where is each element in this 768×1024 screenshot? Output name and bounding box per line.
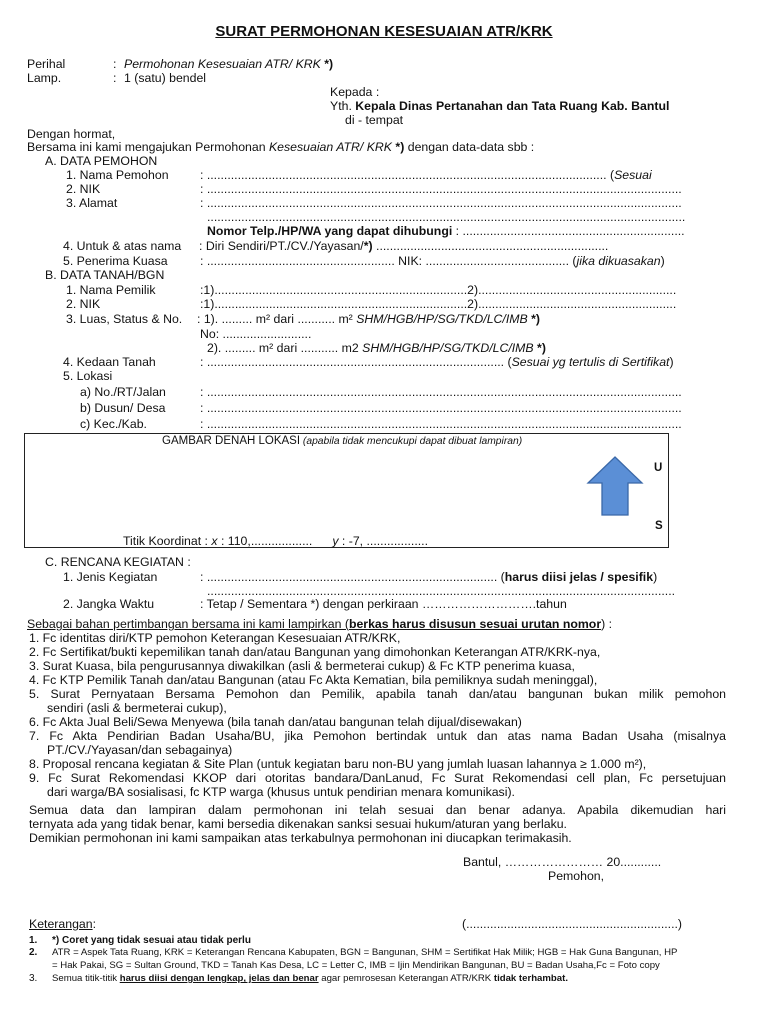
jalan-field[interactable]: : ........................................................................................................................................... bbox=[200, 385, 682, 399]
attachment-item: 7. Fc Akta Pendirian Badan Usaha/BU, jika Pemohon bertindak untuk dan atas nama Badan Usaha (misalnya bbox=[29, 729, 726, 743]
penerima-dots: : ....................................................... NIK: .......................................... ( bbox=[200, 254, 577, 268]
note-3-a: Semua titik-titik bbox=[52, 973, 120, 984]
attachments-intro-a: Sebagai bahan pertimbangan bersama ini kami lampirkan ( bbox=[27, 617, 349, 631]
perihal-value bbox=[124, 58, 333, 70]
attachment-item: 5. Surat Pernyataan Bersama Pemohon dan Pemilik, apabila tanah dan/atau bangunan bukan milik pemohon bbox=[29, 687, 726, 701]
koordinat-line[interactable] bbox=[123, 535, 428, 547]
attachment-item-cont: sendiri (asli & bermeterai cukup), bbox=[47, 701, 227, 715]
telp-dots: : ................................................................. bbox=[452, 224, 685, 238]
note-3-c: agar pemrosesan Keterangan ATR/KRK bbox=[318, 973, 494, 984]
luas-no-field[interactable]: No: .......................... bbox=[200, 327, 312, 341]
jenis-field-2[interactable]: ......................................................................................................................................... bbox=[207, 584, 676, 598]
perihal-label: Perihal bbox=[27, 57, 66, 71]
nama-pemohon-field[interactable] bbox=[200, 169, 652, 181]
untuk-field[interactable] bbox=[199, 240, 608, 252]
nik-pemilik-field[interactable]: :1)..........................................................................2).......................................................... bbox=[200, 297, 677, 311]
koordinat-label: Titik Koordinat : bbox=[123, 534, 212, 548]
closing-line-2: ternyata ada yang tidak benar, kami bersedia dikenakan sanksi sesuai hukum/aturan yang berlaku. bbox=[29, 817, 567, 831]
attachment-item: 6. Fc Akta Jual Beli/Sewa Menyewa (bila tanah dan/atau bangunan telah dijual/disewakan) bbox=[29, 715, 522, 729]
untuk-mark: *) bbox=[363, 239, 373, 253]
jenis-dots: : ..................................................................................... ( bbox=[200, 570, 505, 584]
notes-heading-colon: : bbox=[92, 917, 97, 931]
untuk-label: 4. Untuk & atas nama bbox=[63, 239, 182, 253]
attachment-item: 9. Fc Surat Rekomendasi KKOP dari otoritas bandara/DanLanud, Fc Surat Rekomendasi cell plan, Fc persetujuan bbox=[29, 771, 726, 785]
jenis-close: ) bbox=[653, 570, 658, 584]
telp-line[interactable] bbox=[207, 225, 685, 237]
closing-line-3: Demikian permohonan ini kami sampaikan atas terkabulnya permohonan ini diucapkan terimakasih. bbox=[29, 831, 572, 845]
attachment-item: 2. Fc Sertifikat/bukti kepemilikan tanah dan/atau Bangunan yang dimohonkan Keterangan ATR/KRK-nya, bbox=[29, 645, 601, 659]
x-value: : 110,.................. bbox=[217, 534, 313, 548]
map-title-note: (apabila tidak mencukupi dapat dibuat lampiran) bbox=[300, 436, 523, 447]
kedaan-label: 4. Kedaan Tanah bbox=[63, 355, 156, 369]
attachment-item: 8. Proposal rencana kegiatan & Site Plan (untuk kegiatan baru non-BU yang jumlah luasan lahannya ≥ 1.000 m²), bbox=[29, 757, 647, 771]
nama-pemohon-dots: : ..................................................................................................................... ( bbox=[200, 168, 615, 182]
place-date-field[interactable]: Bantul, …………………… 20............ bbox=[463, 855, 662, 869]
note-2-line-2: = Hak Pakai, SG = Sultan Ground, TKD = Tanah Kas Desa, LC = Letter C, IMB = Ijin Mendirikan Bangunan, BU = Badan Usaha,Fc = Foto copy bbox=[52, 960, 660, 971]
perihal-mark: *) bbox=[320, 57, 334, 71]
section-a-heading: A. DATA PEMOHON bbox=[45, 154, 158, 168]
north-arrow-icon bbox=[586, 455, 644, 517]
attachment-item-cont: dari warga/BA sosialisasi, fc KTP warga (khusus untuk pendirian menara komunikasi). bbox=[47, 785, 515, 799]
dusun-field[interactable]: : ........................................................................................................................................... bbox=[200, 401, 682, 415]
luas-field-2[interactable] bbox=[207, 342, 546, 354]
attachments-intro bbox=[27, 618, 612, 630]
location-map-box[interactable] bbox=[24, 433, 669, 548]
note-3-text bbox=[52, 974, 568, 984]
luas-1-mark: *) bbox=[527, 312, 541, 326]
attachment-item: 4. Fc KTP Pemilik Tanah dan/atau Bangunan (atau Fc Akta Kematian, bila pemiliknya sudah meninggal), bbox=[29, 673, 598, 687]
kedaan-field[interactable] bbox=[200, 356, 674, 368]
lokasi-label: 5. Lokasi bbox=[63, 369, 113, 383]
jangka-label: 2. Jangka Waktu bbox=[63, 597, 155, 611]
jenis-note: harus diisi jelas / spesifik bbox=[504, 570, 654, 584]
nik-pemohon-field[interactable]: : ........................................................................................................................................... bbox=[200, 182, 682, 196]
intro-b: Kesesuaian ATR/ KRK bbox=[268, 140, 392, 154]
attachment-item-cont: PT./CV./Yayasan/dan sebagainya) bbox=[47, 743, 233, 757]
kedaan-note: Sesuai yg tertulis di Sertifikat bbox=[511, 355, 670, 369]
intro-a: Bersama ini kami mengajukan Permohonan bbox=[27, 140, 269, 154]
intro-c: *) bbox=[392, 140, 405, 154]
perihal-colon: : bbox=[113, 57, 117, 71]
north-label: U bbox=[654, 462, 663, 474]
kec-label: c) Kec./Kab. bbox=[80, 417, 147, 431]
untuk-text: : Diri Sendiri/PT./CV./Yayasan/ bbox=[199, 239, 364, 253]
jalan-label: a) No./RT/Jalan bbox=[80, 385, 166, 399]
kec-field[interactable]: : ........................................................................................................................................... bbox=[200, 417, 682, 431]
y-label: y bbox=[332, 534, 339, 548]
note-1-text: *) Coret yang tidak sesuai atau tidak perlu bbox=[52, 935, 251, 946]
intro-line bbox=[27, 141, 534, 153]
yth-prefix: Yth. bbox=[330, 99, 356, 113]
attachment-item: 3. Surat Kuasa, bila pengurusannya diwakilkan (asli & bermeterai cukup) & Fc KTP penerima kuasa, bbox=[29, 659, 575, 673]
note-1-number: 1. bbox=[29, 935, 38, 946]
greeting: Dengan hormat, bbox=[27, 127, 116, 141]
jenis-label: 1. Jenis Kegiatan bbox=[63, 570, 158, 584]
note-2-line-1: ATR = Aspek Tata Ruang, KRK = Keterangan Rencana Kabupaten, BGN = Bangunan, SHM = Sertifikat Hak Milik; HGB = Hak Guna Bangunan, HP bbox=[52, 947, 678, 958]
x-label: x bbox=[211, 534, 218, 548]
kedaan-dots: : ....................................................................................... ( bbox=[200, 355, 512, 369]
kedaan-close: ) bbox=[669, 355, 674, 369]
alamat-field-2[interactable]: ............................................................................................................................................ bbox=[207, 210, 686, 224]
penerima-close: ) bbox=[660, 254, 665, 268]
recipient-name: Kepala Dinas Pertanahan dan Tata Ruang Kab. Bantul bbox=[355, 99, 670, 113]
lamp-value: 1 (satu) bendel bbox=[124, 71, 207, 85]
note-3-number: 3. bbox=[29, 973, 38, 984]
kepada-label: Kepada : bbox=[330, 85, 380, 99]
closing-line-1: Semua data dan lampiran dalam permohonan ini telah sesuai dan benar adanya. Apabila dikemudian hari bbox=[29, 803, 726, 817]
signature-field[interactable]: (..............................................................) bbox=[462, 917, 683, 931]
luas-1-dots: : 1). ......... m² dari ........... m² bbox=[197, 312, 353, 326]
penerima-label: 5. Penerima Kuasa bbox=[63, 254, 168, 268]
map-title-text: GAMBAR DENAH LOKASI bbox=[162, 435, 301, 447]
nama-pemilik-field[interactable]: :1)..........................................................................2).......................................................... bbox=[200, 283, 677, 297]
perihal-text: Permohonan Kesesuaian ATR/ KRK bbox=[124, 57, 321, 71]
note-3-b: harus diisi dengan lengkap, jelas dan benar bbox=[119, 973, 319, 984]
y-value: : -7, .................. bbox=[338, 534, 428, 548]
luas-label: 3. Luas, Status & No. bbox=[66, 312, 183, 326]
pemohon-label: Pemohon, bbox=[548, 869, 605, 883]
lamp-label: Lamp. bbox=[27, 71, 62, 85]
luas-2-codes: SHM/HGB/HP/SG/TKD/LC/IMB bbox=[358, 341, 534, 355]
document-title: SURAT PERMOHONAN KESESUAIAN ATR/KRK bbox=[215, 23, 553, 40]
untuk-dots: .................................................................... bbox=[372, 239, 609, 253]
attachments-intro-c: ) : bbox=[601, 617, 613, 631]
notes-heading-text: Keterangan bbox=[29, 917, 93, 931]
penerima-field[interactable] bbox=[200, 255, 665, 267]
luas-field-1[interactable] bbox=[197, 313, 540, 325]
jenis-field[interactable] bbox=[200, 571, 657, 583]
note-3-d: tidak terhambat. bbox=[493, 973, 568, 984]
jangka-field[interactable]: : Tetap / Sementara *) dengan perkiraan ……………………….tahun bbox=[200, 597, 567, 611]
luas-2-dots: 2). ......... m² dari ........... m2 bbox=[207, 341, 359, 355]
telp-label: Nomor Telp./HP/WA yang dapat dihubungi bbox=[207, 224, 453, 238]
section-b-heading: B. DATA TANAH/BGN bbox=[45, 268, 165, 282]
attachment-item: 1. Fc identitas diri/KTP pemohon Keterangan Kesesuaian ATR/KRK, bbox=[29, 631, 401, 645]
map-title bbox=[162, 436, 522, 448]
nama-pemohon-label: 1. Nama Pemohon bbox=[66, 168, 169, 182]
penerima-note: jika dikuasakan bbox=[576, 254, 661, 268]
south-label: S bbox=[655, 520, 663, 532]
dusun-label: b) Dusun/ Desa bbox=[80, 401, 166, 415]
luas-1-codes: SHM/HGB/HP/SG/TKD/LC/IMB bbox=[352, 312, 528, 326]
nik-pemohon-label: 2. NIK bbox=[66, 182, 101, 196]
attachments-intro-b: berkas harus disusun sesuai urutan nomor bbox=[348, 617, 602, 631]
nama-pemohon-note: Sesuai bbox=[614, 168, 652, 182]
alamat-label: 3. Alamat bbox=[66, 196, 118, 210]
nik-pemilik-label: 2. NIK bbox=[66, 297, 101, 311]
intro-d: dengan data-data sbb : bbox=[404, 140, 535, 154]
luas-2-mark: *) bbox=[533, 341, 546, 355]
recipient bbox=[330, 100, 669, 112]
note-2-number: 2. bbox=[29, 947, 38, 958]
notes-heading bbox=[29, 918, 96, 930]
nama-pemilik-label: 1. Nama Pemilik bbox=[66, 283, 156, 297]
alamat-field[interactable]: : ........................................................................................................................................... bbox=[200, 196, 682, 210]
lamp-colon: : bbox=[113, 71, 117, 85]
di-tempat: di - tempat bbox=[345, 113, 404, 127]
section-c-heading: C. RENCANA KEGIATAN : bbox=[45, 555, 191, 569]
